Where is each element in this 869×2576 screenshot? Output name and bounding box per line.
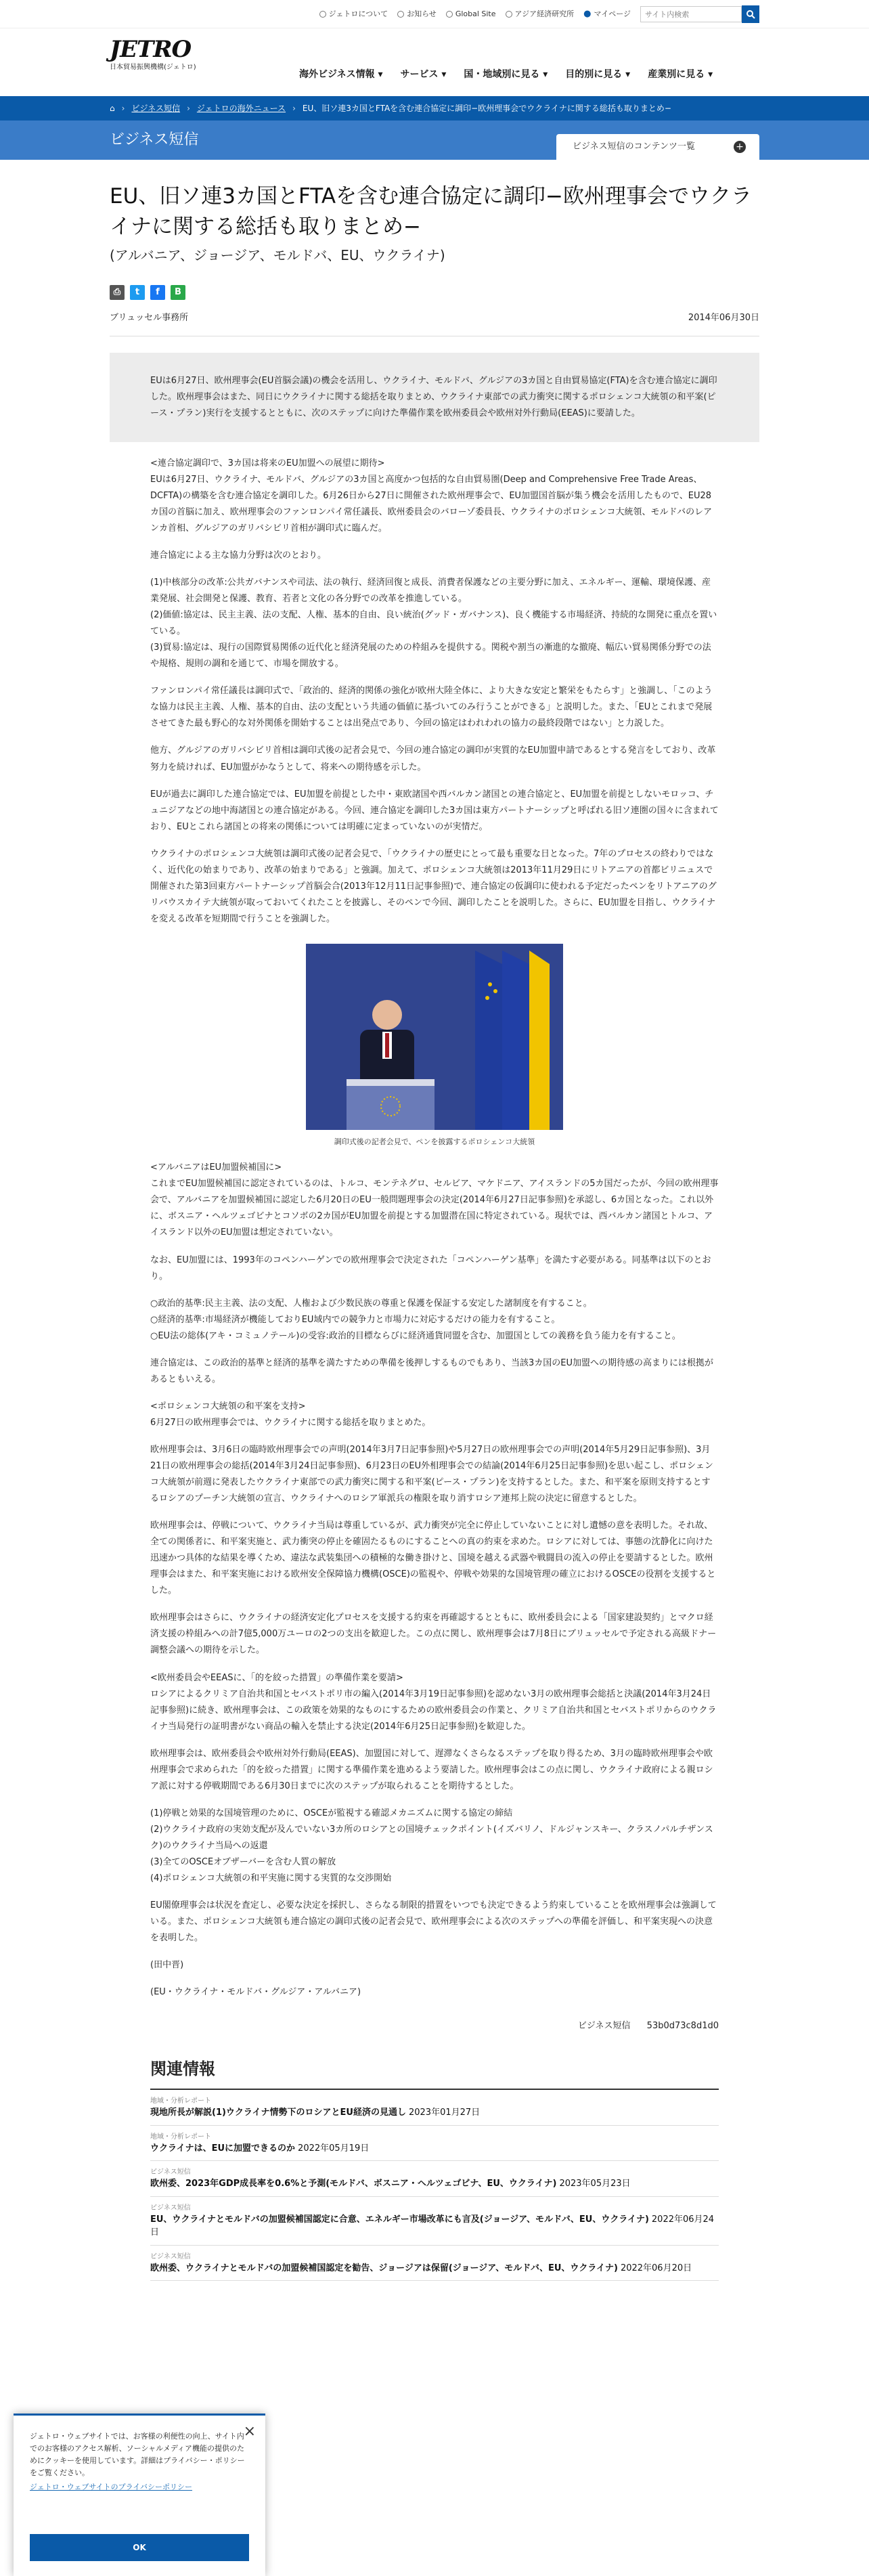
close-icon[interactable]: × [243,2423,256,2440]
article-summary: EUは6月27日、欧州理事会(EU首脳会議)の機会を活用し、ウクライナ、モルドバ、グルジアの3カ国と自由貿易協定(FTA)を含む連合協定に調印した。欧州理事会はまた、同日にウクライナに関する総括を取りまとめ、ウクライナ東部での武力衝突に関するポロシェンコ大統領の和平案(ピース・プラン)実行を支援するとともに、次のステップに向けた準備作業を欧州委員会や欧州対外行動局(EEAS)に要請した。 [110,353,759,442]
list-item: (1)中核部分の改革:公共ガバナンスや司法、法の執行、経済回復と成長、消費者保護などの主要分野に加え、エネルギー、運輸、環境保護、産業発展、社会開発と保護、教育、若者と文化の各分野での改革を推進している。 [150,577,711,605]
photo-caption: 調印式後の記者会見で、ペンを披露するポロシェンコ大統領 [334,1137,535,1146]
country-tags: (EU・ウクライナ・モルドバ・グルジア・アルバニア) [150,1987,361,1998]
body-paragraph: 欧州理事会は、欧州委員会や欧州対外行動局(EEAS)、加盟国に対して、遅滞なくさらなるステップを取り得るため、3月の臨時欧州理事会や欧州理事会で求められた「的を絞った措置」に関する準備作業を進めるよう要請した。欧州理事会はこの点に関し、ウクライナ政府による親ロシア派に対する停戦期間である6月30日までに次のステップが取られることを期待するとした。 [150,1748,713,1791]
article-office: ブリュッセル事務所 [110,312,189,323]
breadcrumb-separator: › [121,103,125,113]
related-title[interactable]: 欧州委、2023年GDP成長率を0.6%と予測(モルドバ、ボスニア・ヘルツェゴビナ、EU、ウクライナ) [150,2179,557,2189]
related-category: 地域・分析レポート [150,2097,211,2105]
body-paragraph: ウクライナのポロシェンコ大統領は調印式後の記者会見で、「ウクライナの歴史にとって最も重要な日となった。7年のプロセスの終わりではなく、近代化の始まりであり、改革の始まりである」と強調。加えて、ポロシェンコ大統領は2013年11月29日にリトアニアの首都ビリニュスで開催された第3回東方パートナーシップ首脳会合(2013年12月11日記事参照)で、連合協定の仮調印に使われる予定だったペンをリトアニアのグリバウスカイテ大統領が取っておいてくれたことを披露し、そのペンで今回、調印したことを説明した。さらに、EU加盟を目指し、ウクライナを変える改革を短期間で行うことを強調した。 [150,848,717,924]
info-icon [319,11,326,18]
related-item[interactable] [150,2126,719,2162]
twitter-icon[interactable]: t [130,285,145,300]
signature-label: ビジネス短信 [577,2021,631,2032]
body-paragraph: 6月27日の欧州理事会では、ウクライナに関する総括を取りまとめた。 [150,1417,431,1428]
list-item: ○経済的基準:市場経済が機能しておりEU域内での競争力と市場力に対応するだけの能力を有すること。 [150,1314,560,1325]
gnav-by-purpose[interactable]: 目的別に見る ▾ [565,69,631,80]
body-paragraph: ファンロンパイ常任議長は調印式で、「政治的、経済的関係の強化が欧州大陸全体に、より大きな安定と繁栄をもたらす」と強調し、「このような協力は民主主義、人権、基本的自由、法の支配という共通の価値に基づいてのみ行うことができる」と説明した。また、「EUとこれまで発展させてきた最も野心的な対外関係を開始することは出発点であり、今回の協定はわれわれの協力の最終段階ではない」と力説した。 [150,686,713,729]
article-subtitle: (アルバニア、ジョージア、モルドバ、EU、ウクライナ) [110,246,445,263]
article-figure [150,944,719,1149]
site-search [640,5,759,23]
utility-about-link[interactable] [319,7,388,20]
body-paragraph: 連合協定は、この政治的基準と経済的基準を満たすための準備を後押しするものでもあり、当該3カ国のEU加盟への期待感の高まりには根拠があるともいえる。 [150,1357,714,1384]
list-item: ○EU法の総体(アキ・コミュノテール)の受容:政治的目標ならびに経済通貨同盟を含む、加盟国としての義務を負う能力を有すること。 [150,1330,681,1341]
privacy-policy-link[interactable]: ジェトロ・ウェブサイトのプライバシーポリシー [30,2482,193,2491]
info-icon [397,11,404,18]
related-date: 2022年06月24日 [150,2214,715,2238]
photo-illustration [306,944,563,1130]
related-item[interactable] [150,2161,719,2197]
press-conference-photo [306,944,563,1130]
search-icon [746,9,755,19]
breadcrumb-separator: › [292,103,296,113]
body-paragraph: 連合協定による主な協力分野は次のとおり。 [150,550,327,561]
cookie-ok-button[interactable]: OK [30,2534,249,2561]
utility-ide-label: アジア経済研究所 [514,9,575,19]
contents-list-button[interactable] [556,134,759,160]
list-item: (2)価値:協定は、民主主義、法の支配、人権、基本的自由、良い統治(グッド・ガバナンス)、良く機能する市場経済、持続的な開発に重点を置いている。 [150,610,717,637]
list-item: (4)ポロシェンコ大統領の和平実施に関する実質的な交渉開始 [150,1873,392,1884]
article [110,160,759,2281]
utility-global-link[interactable] [446,7,496,20]
print-icon[interactable]: ⎙ [110,285,125,300]
search-input[interactable] [640,6,742,22]
logo-wordmark: JETRO [110,36,192,63]
gnav-by-region[interactable]: 国・地域別に見る ▾ [464,69,548,80]
article-title: EU、旧ソ連3カ国とFTAを含む連合協定に調印−欧州理事会でウクライナに関する総括も取りまとめ− [110,184,752,239]
list-item: (3)貿易:協定は、現行の国際貿易関係の近代化と経済発展のための枠組みを提供する。関税や割当の漸進的な撤廃、幅広い貿易関係分野での法や規格、規則の調和を通じて、市場を開放する。 [150,642,711,670]
list-item: (2)ウクライナ政府の実効支配が及んでいない3カ所のロシアとの国境チェックポイント(イズバリノ、ドルジャンスキー、クラスノパルチザンスク)のウクライナ当局への返還 [150,1824,713,1851]
cookie-text: ジェトロ・ウェブサイトでは、お客様の利便性の向上、サイト内でのお客様のアクセス解析、ソーシャルメディア機能の提供のためにクッキーを使用しています。詳細はプライバシー・ポリシーをご覧ください。 [30,2432,245,2478]
article-date: 2014年06月30日 [688,312,759,323]
list-item: (1)停戦と効果的な国境管理のために、OSCEが監視する確認メカニズムに関する協定の締結 [150,1808,513,1818]
utility-bar [0,0,869,28]
search-button[interactable] [742,5,759,23]
plus-icon: + [734,141,746,153]
related-title[interactable]: 欧州委、ウクライナとモルドバの加盟候補国認定を勧告、ジョージアは保留(ジョージア、モルドバ、EU、ウクライナ) [150,2263,618,2273]
breadcrumb-current: EU、旧ソ連3カ国とFTAを含む連合協定に調印−欧州理事会でウクライナに関する総括も取りまとめ− [302,103,671,113]
bookmark-icon[interactable]: B [171,285,185,300]
utility-mypage-link[interactable] [583,7,631,22]
user-icon: ● [583,8,592,19]
body-paragraph: ロシアによるクリミア自治共和国とセバストポリ市の編入(2014年3月19日記事参照)を認めない3月の欧州理事会総括と決議(2014年3月24日記事参照)に続き、欧州理事会は、この政策を効果的なものにするための欧州委員会の作業と、クリミア自治共和国とセバストポリからのウクライナ当局発行の証明書がない商品の輸入を禁止する決定(2014年6月25日記事参照)を歓迎した。 [150,1688,717,1732]
related-category: ビジネス短信 [150,2168,191,2177]
related-item[interactable] [150,2090,719,2126]
related-category: ビジネス短信 [150,2252,191,2261]
utility-news-label: お知らせ [407,9,437,19]
article-signature [150,2018,719,2034]
utility-mypage-label: マイページ [594,9,631,19]
external-icon [506,11,512,18]
related-date: 2023年05月23日 [559,2179,631,2189]
related-category: 地域・分析レポート [150,2133,211,2141]
utility-global-label: Global Site [455,9,496,19]
related-date: 2022年05月19日 [298,2143,370,2154]
site-header [0,28,869,96]
global-nav [299,66,713,83]
related-item[interactable] [150,2246,719,2282]
body-paragraph: これまでEU加盟候補国に認定されているのは、トルコ、モンテネグロ、セルビア、マケドニア、アイスランドの5カ国だったが、今回の欧州理事会で、アルバニアを加盟候補国に認定した6月20日のEU一般問題理事会の決定(2014年6月27日記事参照)を承認し、6カ国となった。これ以外に、ボスニア・ヘルツェゴビナとコソボの2カ国がEU加盟を前提とする加盟潜在国に特定されている。現状では、西バルカン諸国とトルコ、アイスランド以外のEU加盟は想定されていない。 [150,1179,719,1238]
section-heading: <アルバニアはEU加盟候補国に> [150,1162,282,1173]
utility-news-link[interactable] [397,7,437,20]
facebook-icon[interactable]: f [150,285,165,300]
related-item[interactable] [150,2197,719,2246]
article-code: 53b0d73c8d1d0 [646,2021,719,2032]
article-body [110,442,759,2035]
contents-list-label: ビジネス短信のコンテンツ一覧 [573,141,695,152]
article-meta [110,311,759,336]
related-title[interactable]: EU、ウクライナとモルドバの加盟候補国認定に合意、エネルギー市場改革にも言及(ジョージア、モルドバ、EU、ウクライナ) [150,2214,649,2225]
share-buttons [110,285,759,300]
related-title[interactable]: ウクライナは、EUに加盟できるのか [150,2143,296,2154]
gnav-by-industry[interactable]: 産業別に見る ▾ [648,69,713,80]
body-paragraph: 欧州理事会は、3月6日の臨時欧州理事会での声明(2014年3月7日記事参照)や5月27日の欧州理事会での声明(2014年5月29日記事参照)、3月21日の欧州理事会の総括(2014年3月24日記事参照)、6月23日のEU外相理事会での結論(2014年6月25日記事参照)を思い起こし、ポロシェンコ大統領が前週に発表したウクライナ東部での武力衝突に関する和平案(ピース・プラン)を支持するとした。また、和平案を原則支持するとするロシアのプーチン大統領の宣言、ウクライナへのロシア軍派兵の権限を取り消すロシア連邦上院の決定に留意するとした。 [150,1444,713,1504]
related-heading: 関連情報 [150,2055,719,2090]
list-item: (3)全てのOSCEオブザーバーを含む人質の解放 [150,1856,336,1867]
section-heading: <欧州委員会やEEASに、「的を絞った措置」の準備作業を要請> [150,1672,403,1683]
related-date: 2022年06月20日 [620,2263,692,2273]
breadcrumb-business-news[interactable]: ビジネス短信 [131,103,181,113]
breadcrumb-overseas-news[interactable]: ジェトロの海外ニュース [196,103,286,113]
body-paragraph: EUは6月27日、ウクライナ、モルドバ、グルジアの3カ国と高度かつ包括的な自由貿易圏(Deep and Comprehensive Free Trade Areas、DCFTA)の構築を含む連合協定を調印した。6月26日から27日に開催された欧州理事会で、EU加盟国首脳が集う機会を活用したもので、EU28カ国の首脳に加え、欧州理事会のファンロンパイ常任議長、欧州委員会のバローゾ委員長、ウクライナのポロシェンコ大統領、モルドバのレアンカ首相、グルジアのガリバシビリ首相が調印式に臨んだ。 [150,474,713,533]
body-paragraph: 他方、グルジアのガリバシビリ首相は調印式後の記者会見で、今回の連合協定の調印が実質的なEU加盟申請であるとする発言をしており、改革努力を続ければ、EU加盟がかなうとして、将来への期待感を示した。 [150,745,716,772]
body-paragraph: なお、EU加盟には、1993年のコペンハーゲンでの欧州理事会で決定された「コペンハーゲン基準」を満たす必要がある。同基準は以下のとおり。 [150,1254,711,1282]
list-item: ○政治的基準:民主主義、法の支配、人権および少数民族の尊重と保護を保証する安定した諸制度を有すること。 [150,1298,592,1309]
home-icon[interactable]: ⌂ [110,103,115,113]
body-paragraph: EU閣僚理事会は状況を査定し、必要な決定を採択し、さらなる制限的措置をいつでも決定できるよう約束していることを欧州理事会は強調している。また、ポロシェンコ大統領も連合協定の調印式後の記者会見で、欧州理事会による次のステップへの準備を評価し、和平案実現への決意を表明した。 [150,1900,717,1944]
logo-subtitle: 日本貿易振興機構(ジェトロ) [110,64,196,71]
breadcrumb-separator: › [187,103,190,113]
gnav-overseas-business[interactable]: 海外ビジネス情報 ▾ [299,69,383,80]
author: (田中晋) [150,1960,184,1971]
related-title[interactable]: 現地所長が解説(1)ウクライナ情勢下のロシアとEU経済の見通し [150,2108,406,2118]
section-band [0,121,869,160]
gnav-services[interactable]: サービス ▾ [400,69,447,80]
related-date: 2023年01月27日 [408,2108,481,2118]
jetro-logo[interactable] [110,38,196,72]
utility-ide-link[interactable] [506,7,575,20]
related-info [110,2055,759,2281]
section-title: ビジネス短信 [110,131,199,148]
utility-about-label: ジェトロについて [328,9,388,19]
globe-icon [446,11,453,18]
breadcrumb [0,96,869,121]
section-heading: <連合協定調印で、3カ国は将来のEU加盟への展望に期待> [150,458,385,468]
body-paragraph: 欧州理事会はさらに、ウクライナの経済安定化プロセスを支援する約束を再確認するとともに、欧州委員会による「国家建設契約」とマクロ経済支援の枠組みへの計7億5,000万ユーロの2つの支出を歓迎した。この点に関し、欧州理事会は7月8日にブリュッセルで予定される高級ドナー調整会議への期待を示した。 [150,1613,717,1656]
related-category: ビジネス短信 [150,2204,191,2212]
body-paragraph: 欧州理事会は、停戦について、ウクライナ当局は尊重しているが、武力衝突が完全に停止していないことに対し遺憾の意を表明した。それ故、全ての関係者に、和平案実施と、武力衝突の停止を確固たるものにすることへの真の約束を求めた。ロシアに対しては、事態の沈静化に向けた迅速かつ具体的な結果を導くため、違法な武装集団への積極的な働き掛けと、国境を越える武器や戦闘員の流入の停止を要請するとした。欧州理事会はまた、和平案実施における欧州安全保障協力機構(OSCE)の監視や、停戦や効果的な国境管理の確立におけるOSCEの役割を支援するとした。 [150,1521,716,1596]
cookie-banner [14,2414,265,2576]
body-paragraph: EUが過去に調印した連合協定では、EU加盟を前提とした中・東欧諸国や西バルカン諸国との連合協定と、EU加盟を前提としないモロッコ、チュニジアなどの地中海諸国との連合協定がある。今回、連合協定を調印した3カ国は東方パートナーシップと呼ばれる旧ソ連圏の国々に含まれており、EUとこれら諸国との将来の関係については明確に定まっていないのが実情だ。 [150,789,719,832]
section-heading: <ポロシェンコ大統領の和平案を支持> [150,1401,306,1412]
